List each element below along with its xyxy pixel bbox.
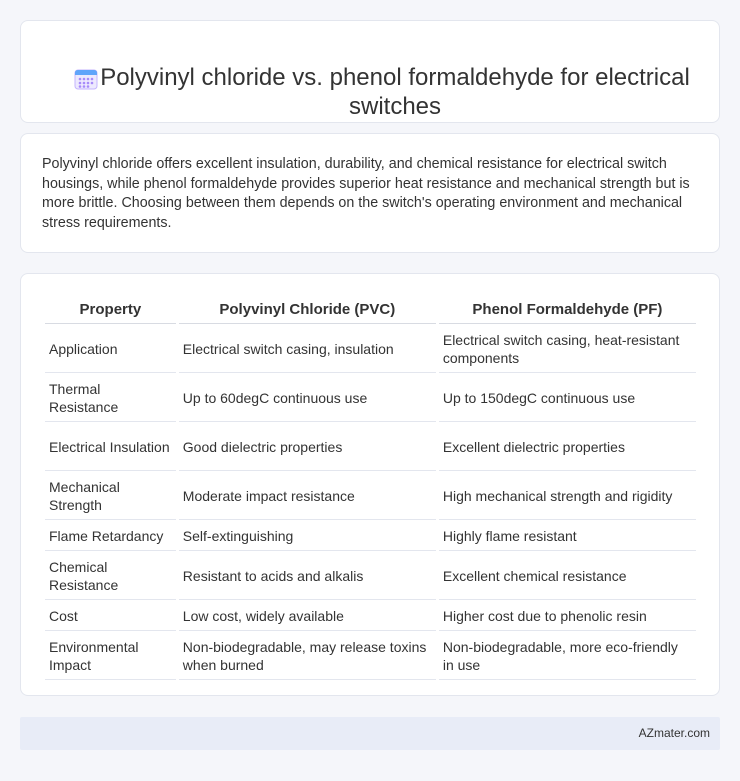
title-card bbox=[20, 20, 720, 123]
table-row bbox=[45, 324, 696, 373]
table-header-row bbox=[45, 294, 696, 324]
pvc-cell: Electrical switch casing, insulation bbox=[179, 324, 436, 373]
property-cell: Electrical Insulation bbox=[45, 422, 176, 471]
pf-cell: Higher cost due to phenolic resin bbox=[439, 600, 696, 631]
pf-cell: Highly flame resistant bbox=[439, 520, 696, 551]
property-cell: Thermal Resistance bbox=[45, 373, 176, 422]
footer-bar bbox=[20, 717, 720, 750]
pf-cell: Electrical switch casing, heat-resistant components bbox=[439, 324, 696, 373]
comparison-card bbox=[20, 273, 720, 696]
comparison-table bbox=[42, 294, 699, 680]
table-row bbox=[45, 551, 696, 600]
pvc-cell: Up to 60degC continuous use bbox=[179, 373, 436, 422]
pf-cell: Up to 150degC continuous use bbox=[439, 373, 696, 422]
footer-site-link[interactable]: AZmater.com bbox=[638, 726, 710, 740]
pf-cell: Excellent dielectric properties bbox=[439, 422, 696, 471]
table-row bbox=[45, 520, 696, 551]
pvc-cell: Resistant to acids and alkalis bbox=[179, 551, 436, 600]
pvc-cell: Good dielectric properties bbox=[179, 422, 436, 471]
pvc-cell: Non-biodegradable, may release toxins when burned bbox=[179, 631, 436, 680]
property-cell: Environmental Impact bbox=[45, 631, 176, 680]
pvc-cell: Self-extinguishing bbox=[179, 520, 436, 551]
page-title: Polyvinyl chloride vs. phenol formaldehyde for electrical switches bbox=[100, 64, 690, 120]
intro-card bbox=[20, 133, 720, 253]
column-header-pf: Phenol Formaldehyde (PF) bbox=[439, 294, 696, 324]
table-row bbox=[45, 373, 696, 422]
pvc-cell: Low cost, widely available bbox=[179, 600, 436, 631]
table-row bbox=[45, 631, 696, 680]
property-cell: Application bbox=[45, 324, 176, 373]
property-cell: Chemical Resistance bbox=[45, 551, 176, 600]
pvc-cell: Moderate impact resistance bbox=[179, 471, 436, 520]
pf-cell: Non-biodegradable, more eco-friendly in use bbox=[439, 631, 696, 680]
pf-cell: Excellent chemical resistance bbox=[439, 551, 696, 600]
table-row bbox=[45, 422, 696, 471]
property-cell: Cost bbox=[45, 600, 176, 631]
table-row bbox=[45, 471, 696, 520]
pf-cell: High mechanical strength and rigidity bbox=[439, 471, 696, 520]
intro-paragraph: Polyvinyl chloride offers excellent insulation, durability, and chemical resistance for electrical switch housings, while phenol formaldehyde provides superior heat resistance and mechanical strength but is more brittle. Choosing between them depends on the switch's operating environment and mechanical stress requirements. bbox=[42, 156, 690, 231]
column-header-pvc: Polyvinyl Chloride (PVC) bbox=[179, 294, 436, 324]
property-cell: Flame Retardancy bbox=[45, 520, 176, 551]
column-header-property: Property bbox=[45, 294, 176, 324]
property-cell: Mechanical Strength bbox=[45, 471, 176, 520]
table-row bbox=[45, 600, 696, 631]
